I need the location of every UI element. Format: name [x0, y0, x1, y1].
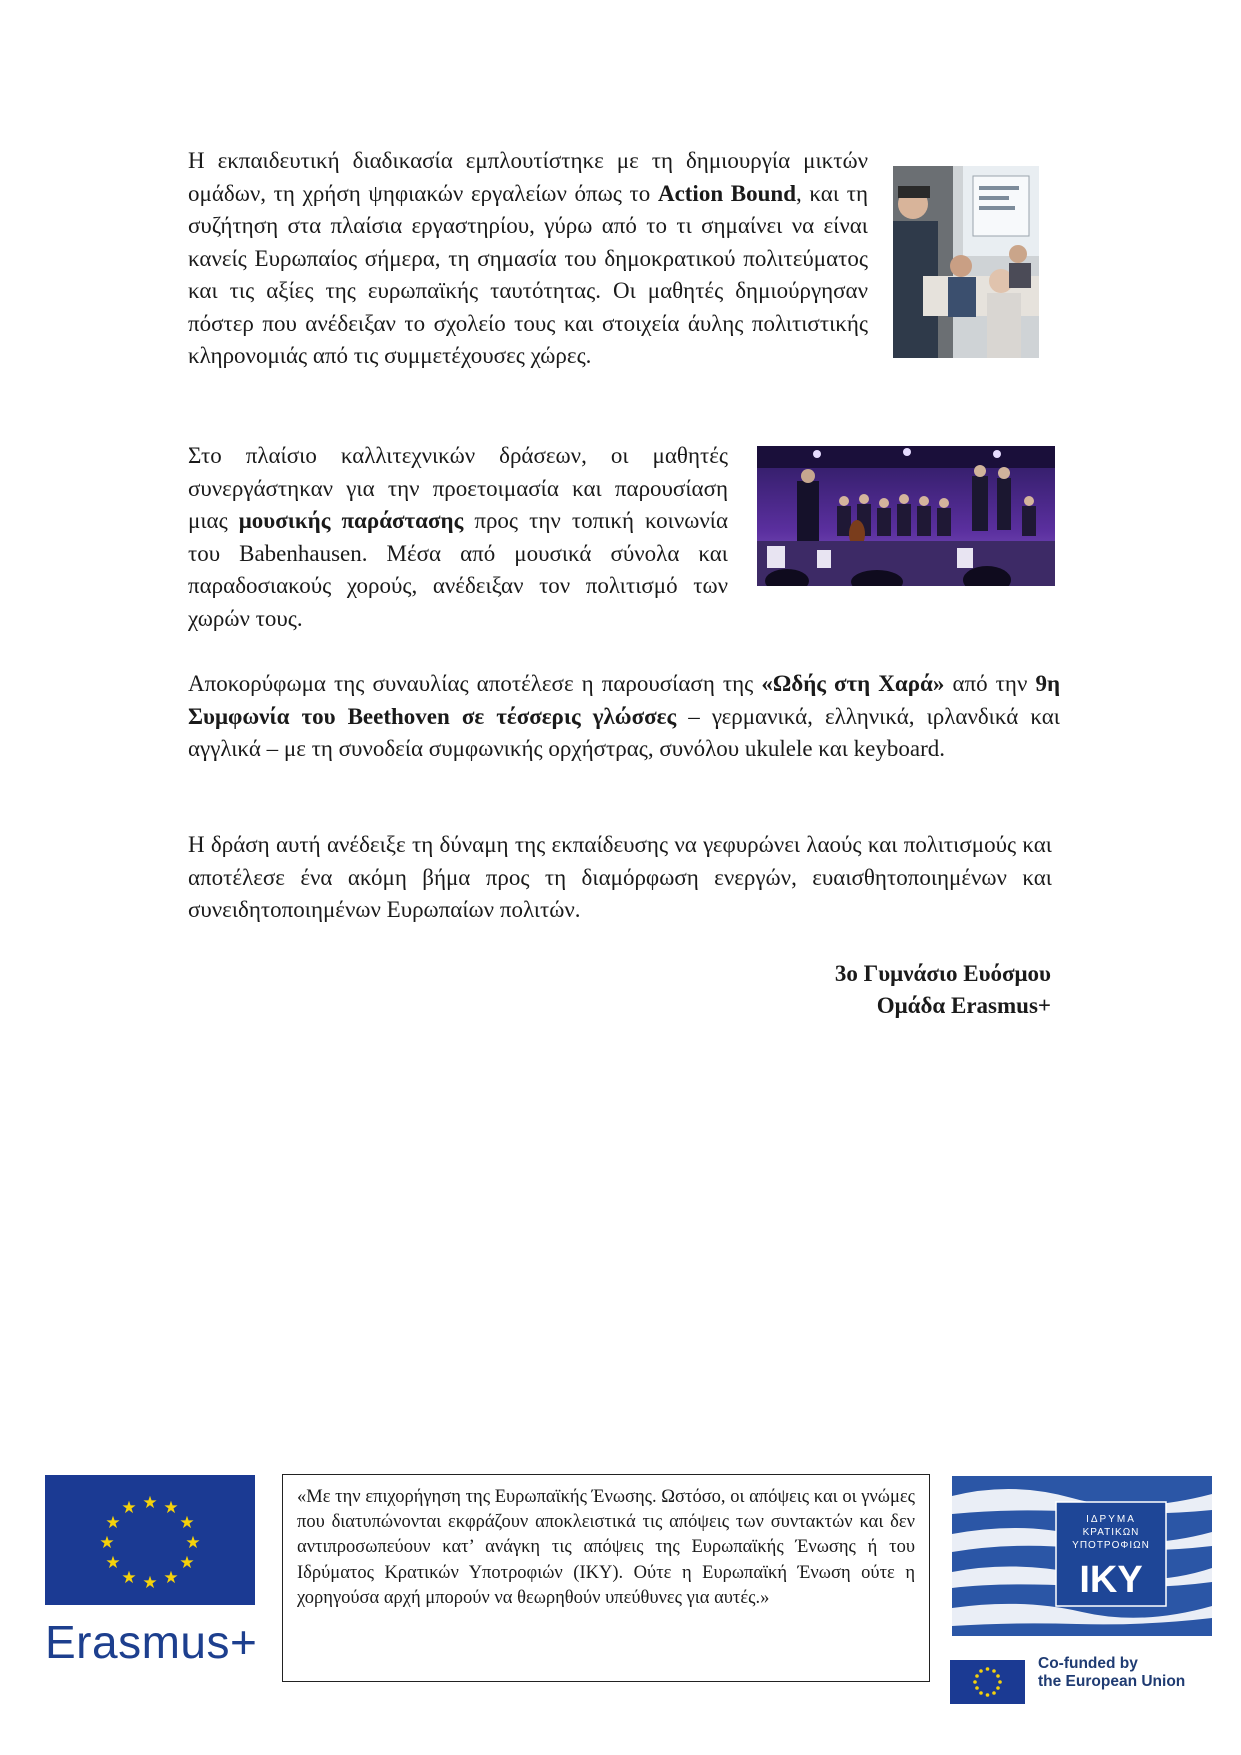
music-performance-bold: μουσικής παράστασης	[238, 508, 464, 533]
iky-logo-line-3: ΥΠΟΤΡΟΦΙΩΝ	[1072, 1540, 1150, 1551]
school-name: 3ο Γυμνάσιο Ευόσμου	[834, 961, 1051, 986]
team-name: Ομάδα Erasmus+	[876, 993, 1051, 1018]
ode-to-joy-bold: «Ωδής στη Χαρά»	[761, 671, 945, 696]
svg-text:★: ★	[179, 1553, 195, 1573]
cofunded-line-1: Co-funded by	[1038, 1655, 1138, 1672]
paragraph-performance: Στο πλαίσιο καλλιτεχνικών δράσεων, οι μαθητές συνεργάστηκαν για την προετοιμασία και παρουσίαση μιας μουσικής παράστασης προς την τοπική κοινωνία του Babenhausen. Μέσα από μουσικά σύνολα και παραδοσιακούς χορούς, ανέδειξαν τον πολιτισμό των χωρών τους.	[188, 443, 728, 631]
svg-text:★: ★	[105, 1513, 121, 1533]
svg-text:★: ★	[163, 1568, 179, 1588]
svg-text:★: ★	[179, 1513, 195, 1533]
erasmus-logo-text: Erasmus+	[45, 1616, 258, 1668]
svg-text:★: ★	[142, 1573, 158, 1593]
cofunded-text	[1038, 1655, 1185, 1691]
action-bound-bold: Action Bound	[657, 180, 796, 206]
svg-text:★: ★	[105, 1553, 121, 1573]
eu-disclaimer: «Με την επιχορήγηση της Ευρωπαϊκής Ένωσης. Ωστόσο, οι απόψεις και οι γνώμες που διατυπώνονται εκφράζουν αποκλειστικά τις απόψεις των συντακτών και δεν αντιπροσωπεύουν κατ’ ανάγκη τις απόψεις της Ευρωπαϊκής Ένωσης ή του Ιδρύματος Κρατικών Υποτροφιών (ΙΚΥ). Ούτε η Ευρωπαϊκή Ένωση ούτε η χορηγούσα αρχή μπορούν να θεωρηθούν υπεύθυνες για αυτές.»	[282, 1474, 930, 1682]
paragraph-workshop: Η εκπαιδευτική διαδικασία εμπλουτίστηκε με τη δημιουργία μικτών ομάδων, τη χρήση ψηφιακών εργαλείων όπως το Action Bound, και τη συζήτηση στα πλαίσια εργαστηρίου, γύρω από το τι σημαίνει να είναι κανείς Ευρωπαίος σήμερα, τη σημασία του δημοκρατικού πολιτεύματος και τις αξίες της ευρωπαϊκής ταυτότητας. Οι μαθητές δημιούργησαν πόστερ που ανέδειξαν το σχολείο τους και στοιχεία άυλης πολιτιστικής κληρονομιάς από τις συμμετέχουσες χώρες.	[188, 148, 868, 368]
orchestra-photo	[757, 446, 1055, 586]
svg-text:★: ★	[121, 1568, 137, 1588]
svg-text:★: ★	[163, 1498, 179, 1518]
svg-text:★: ★	[121, 1498, 137, 1518]
paragraph-conclusion: Η δράση αυτή ανέδειξε τη δύναμη της εκπαίδευσης να γεφυρώνει λαούς και πολιτισμούς και αποτέλεσε ένα ακόμη βήμα προς τη διαμόρφωση ενεργών, ευαισθητοποιημένων και συνειδητοποιημένων Ευρωπαίων πολιτών.	[188, 832, 1052, 922]
iky-logo-line-2: ΚΡΑΤΙΚΩΝ	[1082, 1527, 1140, 1538]
svg-text:★: ★	[99, 1533, 115, 1553]
cofunded-line-2: the European Union	[1038, 1673, 1186, 1690]
svg-text:★: ★	[142, 1493, 158, 1513]
svg-text:★: ★	[185, 1533, 201, 1553]
ninth-symphony-bold: 9η Συμφωνία του Beethoven σε τέσσερις γλώσσες	[188, 671, 1060, 729]
eu-cofunded-flag	[950, 1660, 1025, 1704]
iky-logo-line-1: ΙΔΡΥΜΑ	[1086, 1514, 1136, 1525]
eu-flag-logo	[45, 1475, 255, 1605]
iky-logo-abbr: IKY	[1079, 1559, 1143, 1601]
signature-block	[835, 958, 1051, 1022]
iky-logo	[952, 1476, 1212, 1636]
paragraph-ode-to-joy: Αποκορύφωμα της συναυλίας αποτέλεσε η παρουσίαση της «Ωδής στη Χαρά» από την 9η Συμφωνία του Beethoven σε τέσσερις γλώσσες – γερμανικά, ελληνικά, ιρλανδικά και αγγλικά – με τη συνοδεία συμφωνικής ορχήστρας, συνόλου ukulele και keyboard.	[188, 671, 1060, 761]
workshop-photo	[893, 166, 1039, 358]
